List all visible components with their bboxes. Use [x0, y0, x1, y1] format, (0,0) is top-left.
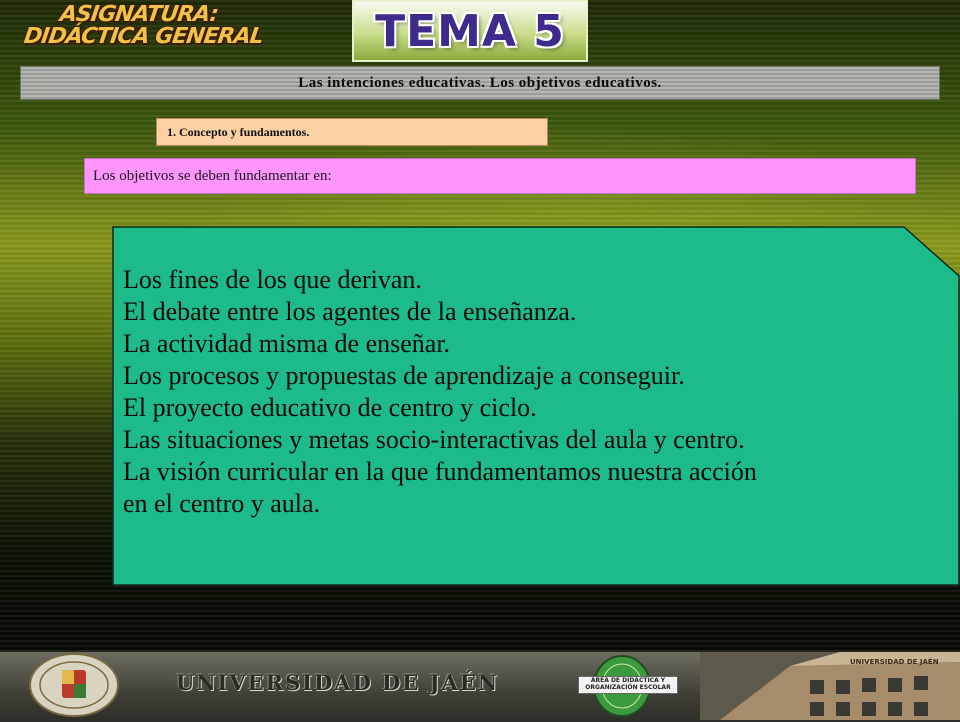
university-name: UNIVERSIDAD DE JAÉN: [176, 670, 500, 695]
intro-statement: Los objetivos se deben fundamentar en:: [84, 158, 916, 194]
university-seal-icon: [26, 652, 122, 718]
department-line2: ORGANIZACIÓN ESCOLAR: [585, 684, 671, 691]
course-title-line1: ASIGNATURA:: [58, 2, 220, 27]
content-line: El debate entre los agentes de la enseñanza.: [123, 297, 577, 326]
department-label: [578, 676, 678, 694]
content-list: [123, 264, 923, 520]
content-line: La actividad misma de enseñar.: [123, 329, 451, 358]
content-line: en el centro y aula.: [123, 489, 321, 518]
content-line: Las situaciones y metas socio-interactivas del aula y centro.: [123, 425, 745, 454]
topic-title-text: TEMA 5: [375, 5, 565, 57]
topic-title: [352, 0, 588, 62]
content-line: Los fines de los que derivan.: [123, 265, 422, 294]
content-line: Los procesos y propuestas de aprendizaje a conseguir.: [123, 361, 685, 390]
content-line: La visión curricular en la que fundamentamos nuestra acción: [123, 457, 757, 486]
section-heading: 1. Concepto y fundamentos.: [156, 118, 548, 146]
department-line1: ÁREA DE DIDÁCTICA Y: [590, 677, 666, 684]
subtitle-bar: Las intenciones educativas. Los objetivos educativos.: [20, 66, 940, 100]
university-building-image: [700, 652, 960, 720]
content-line: El proyecto educativo de centro y ciclo.: [123, 393, 537, 422]
course-title: [24, 4, 264, 56]
building-sign: UNIVERSIDAD DE JAÉN: [850, 658, 939, 666]
course-title-line2: DIDÁCTICA GENERAL: [22, 24, 265, 49]
